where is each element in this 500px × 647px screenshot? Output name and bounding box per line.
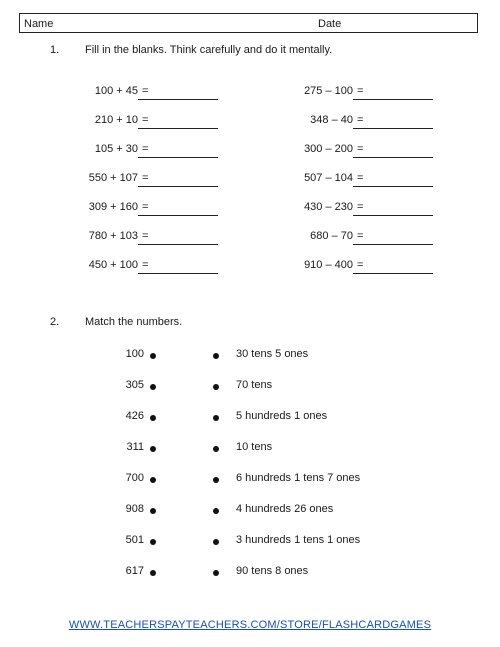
question-1-number: 1. <box>50 44 60 56</box>
equation-row <box>76 85 226 103</box>
equals-sign: = <box>142 143 149 155</box>
equals-sign: = <box>357 114 364 126</box>
right-dot[interactable] <box>213 477 219 483</box>
answer-blank[interactable] <box>138 273 218 274</box>
equation-row <box>76 172 226 190</box>
right-dot[interactable] <box>213 508 219 514</box>
equals-sign: = <box>142 230 149 242</box>
answer-blank[interactable] <box>353 273 433 274</box>
name-date-header <box>19 13 478 33</box>
match-row <box>0 534 500 550</box>
expression: 507 – 104 <box>304 172 353 184</box>
match-row <box>0 379 500 395</box>
expression: 550 + 107 <box>88 172 138 184</box>
equals-sign: = <box>357 143 364 155</box>
match-number: 305 <box>125 379 144 391</box>
expression: 430 – 230 <box>304 201 353 213</box>
footer-store-link[interactable]: WWW.TEACHERSPAYTEACHERS.COM/STORE/FLASHCARDGAMES <box>68 619 432 631</box>
match-number: 700 <box>125 472 144 484</box>
answer-blank[interactable] <box>138 215 218 216</box>
equals-sign: = <box>142 114 149 126</box>
match-description: 3 hundreds 1 tens 1 ones <box>236 534 361 546</box>
expression: 450 + 100 <box>88 259 138 271</box>
answer-blank[interactable] <box>353 128 433 129</box>
equals-sign: = <box>357 259 364 271</box>
right-dot[interactable] <box>213 353 219 359</box>
expression: 348 – 40 <box>310 114 353 126</box>
equals-sign: = <box>357 201 364 213</box>
match-number: 426 <box>125 410 144 422</box>
answer-blank[interactable] <box>353 157 433 158</box>
left-dot[interactable] <box>150 353 156 359</box>
date-label: Date <box>318 18 342 30</box>
question-1-instruction: Fill in the blanks. Think carefully and do it mentally. <box>85 44 333 56</box>
expression: 105 + 30 <box>94 143 138 155</box>
left-dot[interactable] <box>150 539 156 545</box>
left-dot[interactable] <box>150 477 156 483</box>
match-description: 5 hundreds 1 ones <box>236 410 328 422</box>
equals-sign: = <box>357 230 364 242</box>
left-dot[interactable] <box>150 384 156 390</box>
equation-row <box>291 259 441 277</box>
right-dot[interactable] <box>213 539 219 545</box>
match-number: 617 <box>125 565 144 577</box>
match-row <box>0 348 500 364</box>
equation-row <box>291 85 441 103</box>
equation-row <box>291 230 441 248</box>
equals-sign: = <box>357 172 364 184</box>
expression: 100 + 45 <box>94 85 138 97</box>
left-dot[interactable] <box>150 446 156 452</box>
equation-row <box>291 201 441 219</box>
expression: 910 – 400 <box>304 259 353 271</box>
match-row <box>0 472 500 488</box>
right-dot[interactable] <box>213 446 219 452</box>
expression: 780 + 103 <box>88 230 138 242</box>
match-description: 6 hundreds 1 tens 7 ones <box>236 472 361 484</box>
match-row <box>0 565 500 581</box>
equals-sign: = <box>357 85 364 97</box>
answer-blank[interactable] <box>138 186 218 187</box>
expression: 680 – 70 <box>310 230 353 242</box>
expression: 210 + 10 <box>94 114 138 126</box>
match-description: 70 tens <box>236 379 273 391</box>
equals-sign: = <box>142 85 149 97</box>
question-2-number: 2. <box>50 316 60 328</box>
equation-row <box>76 259 226 277</box>
left-dot[interactable] <box>150 508 156 514</box>
left-dot[interactable] <box>150 570 156 576</box>
answer-blank[interactable] <box>138 99 218 100</box>
equals-sign: = <box>142 259 149 271</box>
answer-blank[interactable] <box>138 157 218 158</box>
left-dot[interactable] <box>150 415 156 421</box>
match-row <box>0 410 500 426</box>
match-description: 10 tens <box>236 441 273 453</box>
right-dot[interactable] <box>213 384 219 390</box>
match-number: 501 <box>125 534 144 546</box>
equation-row <box>76 114 226 132</box>
answer-blank[interactable] <box>138 128 218 129</box>
match-row <box>0 503 500 519</box>
match-description: 30 tens 5 ones <box>236 348 309 360</box>
equation-row <box>76 201 226 219</box>
expression: 309 + 160 <box>88 201 138 213</box>
question-2-instruction: Match the numbers. <box>85 316 183 328</box>
equation-row <box>76 230 226 248</box>
match-row <box>0 441 500 457</box>
equation-row <box>76 143 226 161</box>
match-number: 908 <box>125 503 144 515</box>
right-dot[interactable] <box>213 570 219 576</box>
answer-blank[interactable] <box>353 186 433 187</box>
match-number: 100 <box>125 348 144 360</box>
match-description: 90 tens 8 ones <box>236 565 309 577</box>
equals-sign: = <box>142 172 149 184</box>
equation-row <box>291 114 441 132</box>
answer-blank[interactable] <box>353 244 433 245</box>
answer-blank[interactable] <box>353 99 433 100</box>
expression: 275 – 100 <box>304 85 353 97</box>
equals-sign: = <box>142 201 149 213</box>
equation-row <box>291 143 441 161</box>
answer-blank[interactable] <box>138 244 218 245</box>
match-description: 4 hundreds 26 ones <box>236 503 334 515</box>
match-number: 311 <box>126 441 144 453</box>
name-label: Name <box>24 18 54 30</box>
expression: 300 – 200 <box>304 143 353 155</box>
right-dot[interactable] <box>213 415 219 421</box>
answer-blank[interactable] <box>353 215 433 216</box>
equation-row <box>291 172 441 190</box>
